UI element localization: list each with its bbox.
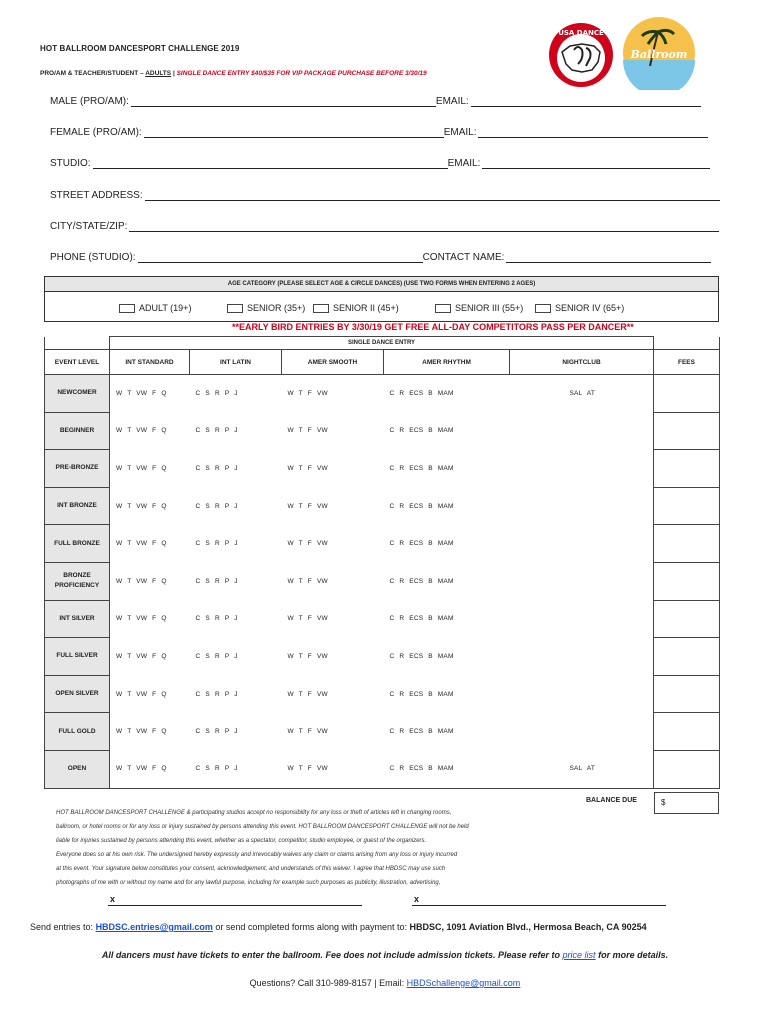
- event-level-name: [45, 525, 110, 563]
- female-label: FEMALE (PRO/AM):: [50, 127, 142, 138]
- tickets-text-end: for more details.: [598, 950, 669, 960]
- int-standard-dances[interactable]: W T VW F Q: [110, 525, 190, 563]
- col-int-standard: INT STANDARD: [110, 350, 190, 375]
- amer-rhythm-dances[interactable]: C R ECS B MAM: [389, 464, 454, 472]
- female-row: [50, 127, 708, 138]
- price-list-link[interactable]: price list: [562, 950, 596, 960]
- male-input[interactable]: [131, 97, 436, 107]
- usa-dance-logo: [548, 22, 614, 88]
- waiver-line: Everyone does so at his own risk. The undersigned hereby expressly and irrevocably waives any claim or claims arising from any loss or injury incurred: [56, 852, 458, 858]
- street-input[interactable]: [145, 191, 720, 201]
- contact-input[interactable]: [506, 253, 711, 263]
- int-standard-dances[interactable]: W T VW F Q: [110, 562, 190, 600]
- col-amer-smooth: AMER SMOOTH: [282, 350, 384, 375]
- blank-cell: [45, 337, 110, 350]
- waiver-line: photographs of me with or without my name and for any lawful purpose, including for example such purposes as publicity, illustration, advertising,: [56, 880, 441, 886]
- event-level-name: [45, 487, 110, 525]
- nightclub-dances[interactable]: [510, 450, 654, 488]
- int-latin-dances[interactable]: C S R P J: [190, 750, 282, 788]
- male-label: MALE (PRO/AM):: [50, 96, 129, 107]
- nightclub-dances[interactable]: [510, 600, 654, 638]
- city-input[interactable]: [129, 222, 719, 232]
- nightclub-dances[interactable]: [510, 713, 654, 751]
- amer-smooth-dances[interactable]: W T F VW: [287, 464, 328, 472]
- age-option-senior[interactable]: [227, 303, 305, 313]
- age-category-header: AGE CATEGORY (PLEASE SELECT AGE & CIRCLE DANCES) (USE TWO FORMS WHEN ENTERING 2 AGES): [45, 277, 718, 292]
- age-option-senior-iii[interactable]: [435, 303, 523, 313]
- age-option-senior-iv[interactable]: [535, 303, 624, 313]
- event-level-line: OPEN SILVER: [55, 690, 99, 698]
- col-nightclub: NIGHTCLUB: [510, 350, 654, 375]
- send-mid: or send completed forms along with payment to:: [215, 922, 407, 932]
- age-option-adult[interactable]: [119, 303, 191, 313]
- event-level-name: [45, 450, 110, 488]
- amer-rhythm-dances[interactable]: C R ECS B MAM: [389, 390, 454, 398]
- col-fees: FEES: [654, 350, 720, 375]
- int-latin-dances[interactable]: C S R P J: [195, 652, 238, 660]
- amer-smooth-dances[interactable]: W T F VW: [287, 390, 328, 398]
- fee-cell[interactable]: [654, 750, 720, 788]
- nightclub-dances[interactable]: SAL AT: [510, 750, 654, 788]
- table-row: [45, 562, 720, 600]
- event-level-line: OPEN: [67, 765, 87, 773]
- studio-input[interactable]: [93, 159, 448, 169]
- amer-smooth-dances[interactable]: W T F VW: [287, 690, 328, 698]
- waiver-line: at this event. Your signature below constitutes your consent, acknowledgement, and understands of this waiver. I agree that HBDSC may use such: [56, 866, 446, 872]
- female-email-input[interactable]: [478, 128, 708, 138]
- table-row: [45, 375, 720, 413]
- form-title: HOT BALLROOM DANCESPORT CHALLENGE 2019: [40, 44, 240, 53]
- send-entries-line: [30, 922, 647, 932]
- single-dance-entry-table: [44, 336, 720, 789]
- int-standard-dances[interactable]: W T VW F Q: [110, 750, 190, 788]
- age-option-label: SENIOR II (45+): [333, 303, 399, 313]
- signature-mark: x: [110, 894, 116, 904]
- int-latin-dances[interactable]: C S R P J: [195, 690, 238, 698]
- nightclub-dances[interactable]: [510, 675, 654, 713]
- age-option-label: ADULT (19+): [139, 303, 192, 313]
- subtitle-adults: ADULTS: [145, 70, 172, 77]
- male-email-label: EMAIL:: [435, 96, 469, 107]
- street-label: STREET ADDRESS:: [50, 190, 143, 201]
- fee-cell[interactable]: [654, 562, 720, 600]
- studio-row: [50, 158, 710, 169]
- questions-email-link[interactable]: HBDSchallenge@gmail.com: [406, 978, 521, 988]
- nightclub-dances[interactable]: [510, 487, 654, 525]
- table-row: [45, 525, 720, 563]
- amer-smooth-dances[interactable]: W T F VW: [287, 615, 328, 623]
- subtitle-entry-price: SINGLE DANCE ENTRY $40/$35 FOR VIP PACKAGE PURCHASE BEFORE 3/30/19: [176, 70, 427, 77]
- nightclub-dances[interactable]: [510, 638, 654, 676]
- table-row: [45, 600, 720, 638]
- fee-cell[interactable]: [654, 600, 720, 638]
- age-category-box: [44, 276, 719, 322]
- amer-rhythm-dances[interactable]: C R ECS B MAM: [389, 502, 454, 510]
- int-standard-dances[interactable]: W T VW F Q: [110, 450, 190, 488]
- table-row: [45, 675, 720, 713]
- waiver-text: [56, 806, 596, 890]
- fee-cell[interactable]: [654, 713, 720, 751]
- event-level-name: [45, 412, 110, 450]
- event-level-line: FULL SILVER: [56, 652, 98, 660]
- balance-due-field[interactable]: [654, 792, 719, 814]
- int-latin-dances[interactable]: C S R P J: [195, 577, 238, 585]
- col-event-level: EVENT LEVEL: [45, 350, 110, 375]
- table-row: [45, 638, 720, 676]
- checkbox[interactable]: [119, 304, 135, 313]
- amer-smooth-dances[interactable]: W T F VW: [287, 652, 328, 660]
- int-standard-dances[interactable]: W T VW F Q: [110, 412, 190, 450]
- checkbox[interactable]: [435, 304, 451, 313]
- table-row: [45, 412, 720, 450]
- subtitle-prefix: PRO/AM & TEACHER/STUDENT –: [40, 70, 144, 77]
- send-prefix: Send entries to:: [30, 922, 94, 932]
- event-level-line: FULL BRONZE: [54, 539, 100, 547]
- amer-smooth-dances[interactable]: W T F VW: [287, 427, 328, 435]
- event-level-line: INT SILVER: [59, 614, 95, 622]
- checkbox[interactable]: [227, 304, 243, 313]
- col-int-latin: INT LATIN: [190, 350, 282, 375]
- amer-rhythm-dances[interactable]: C R ECS B MAM: [384, 750, 510, 788]
- int-latin-dances[interactable]: C S R P J: [195, 427, 238, 435]
- balance-due-label: BALANCE DUE: [586, 797, 637, 804]
- event-level-name: [45, 562, 110, 600]
- questions-text: Questions? Call 310-989-8157 | Email:: [249, 978, 405, 988]
- svg-text:Ballroom: Ballroom: [630, 48, 688, 61]
- event-level-name: [45, 600, 110, 638]
- fee-cell[interactable]: [654, 450, 720, 488]
- checkbox[interactable]: [313, 304, 329, 313]
- int-latin-dances[interactable]: C S R P J: [195, 390, 238, 398]
- int-standard-dances[interactable]: W T VW F Q: [110, 375, 190, 413]
- signature-line-1[interactable]: [108, 895, 362, 906]
- female-email-label: EMAIL:: [443, 127, 477, 138]
- table-row: [45, 750, 720, 788]
- int-latin-dances[interactable]: C S R P J: [195, 502, 238, 510]
- blank-cell: [654, 337, 720, 350]
- waiver-line: ballroom, or hotel rooms or for any loss or injury sustained by persons attending this event. HOT BALLROOM DANCESPORT CHALLENGE will not be held: [56, 824, 469, 830]
- amer-smooth-dances[interactable]: W T F VW: [282, 750, 384, 788]
- fee-cell[interactable]: [654, 487, 720, 525]
- event-level-line: PRE-BRONZE: [55, 464, 99, 472]
- female-input[interactable]: [144, 128, 444, 138]
- phone-label: PHONE (STUDIO):: [50, 252, 136, 263]
- amer-rhythm-dances[interactable]: C R ECS B MAM: [389, 577, 454, 585]
- nightclub-dances[interactable]: [510, 412, 654, 450]
- age-option-senior-ii[interactable]: [313, 303, 399, 313]
- fee-cell[interactable]: [654, 375, 720, 413]
- table-row: [45, 713, 720, 751]
- table-row: [45, 487, 720, 525]
- form-subtitle: [40, 70, 427, 77]
- int-latin-dances[interactable]: C S R P J: [195, 464, 238, 472]
- street-row: [50, 190, 720, 201]
- event-level-name: [45, 750, 110, 788]
- city-label: CITY/STATE/ZIP:: [50, 221, 128, 232]
- entries-email-link[interactable]: HBDSC.entries@gmail.com: [95, 922, 213, 932]
- male-row: [50, 96, 701, 107]
- tickets-notice: [0, 950, 770, 960]
- amer-rhythm-dances[interactable]: C R ECS B MAM: [389, 728, 454, 736]
- amer-smooth-dances[interactable]: W T F VW: [287, 728, 328, 736]
- event-level-name: [45, 638, 110, 676]
- single-dance-entry-header: SINGLE DANCE ENTRY: [110, 337, 654, 350]
- event-level-line: NEWCOMER: [57, 389, 97, 397]
- svg-text:USA DANCE: USA DANCE: [558, 29, 604, 37]
- int-latin-dances[interactable]: C S R P J: [195, 728, 238, 736]
- int-standard-dances[interactable]: W T VW F Q: [110, 600, 190, 638]
- phone-row: [50, 252, 711, 263]
- checkbox[interactable]: [535, 304, 551, 313]
- age-option-label: SENIOR IV (65+): [555, 303, 625, 313]
- amer-rhythm-dances[interactable]: C R ECS B MAM: [389, 652, 454, 660]
- event-level-line: BEGINNER: [59, 426, 95, 434]
- fee-cell[interactable]: [654, 412, 720, 450]
- event-level-line: INT BRONZE: [57, 502, 97, 510]
- studio-email-input[interactable]: [482, 159, 710, 169]
- amer-rhythm-dances[interactable]: C R ECS B MAM: [389, 540, 454, 548]
- int-standard-dances[interactable]: W T VW F Q: [110, 487, 190, 525]
- city-row: [50, 221, 719, 232]
- tickets-text: All dancers must have tickets to enter the ballroom. Fee does not include admission tickets. Please refer to: [101, 950, 561, 960]
- int-standard-dances[interactable]: W T VW F Q: [110, 713, 190, 751]
- age-option-label: SENIOR III (55+): [455, 303, 524, 313]
- age-option-label: SENIOR (35+): [247, 303, 306, 313]
- currency-symbol: $: [661, 798, 666, 807]
- hot-ballroom-logo: [622, 16, 696, 90]
- int-standard-dances[interactable]: W T VW F Q: [110, 638, 190, 676]
- amer-smooth-dances[interactable]: W T F VW: [287, 577, 328, 585]
- studio-label: STUDIO:: [50, 158, 91, 169]
- level-rows: [45, 375, 720, 789]
- amer-rhythm-dances[interactable]: C R ECS B MAM: [389, 615, 454, 623]
- signature-line-2[interactable]: [412, 895, 666, 906]
- amer-smooth-dances[interactable]: W T F VW: [287, 540, 328, 548]
- nightclub-dances[interactable]: SAL AT: [510, 375, 654, 413]
- early-bird-notice: **EARLY BIRD ENTRIES BY 3/30/19 GET FREE ALL-DAY COMPETITORS PASS PER DANCER**: [232, 322, 634, 332]
- amer-rhythm-dances[interactable]: C R ECS B MAM: [389, 427, 454, 435]
- event-level-line: BRONZE: [63, 572, 91, 580]
- int-standard-dances[interactable]: W T VW F Q: [110, 675, 190, 713]
- col-amer-rhythm: AMER RHYTHM: [384, 350, 510, 375]
- waiver-line: liable for injuries sustained by persons attending this event, whether as a spectator, competitor, studio employee, or guest of the organizers.: [56, 838, 427, 844]
- nightclub-dances[interactable]: [510, 562, 654, 600]
- event-level-name: [45, 675, 110, 713]
- male-email-input[interactable]: [471, 97, 701, 107]
- table-row: [45, 450, 720, 488]
- subtitle-sep: |: [172, 70, 175, 77]
- event-level-name: [45, 713, 110, 751]
- nightclub-dances[interactable]: [510, 525, 654, 563]
- int-latin-dances[interactable]: C S R P J: [195, 615, 238, 623]
- event-level-name: [45, 375, 110, 413]
- event-level-line: PROFICIENCY: [54, 582, 100, 590]
- fee-cell[interactable]: [654, 525, 720, 563]
- mailing-address: HBDSC, 1091 Aviation Blvd., Hermosa Beach, CA 90254: [409, 922, 647, 932]
- int-latin-dances[interactable]: C S R P J: [195, 540, 238, 548]
- waiver-line: HOT BALLROOM DANCESPORT CHALLENGE & participating studios accept no responsibility for any loss or theft of articles left in changing rooms,: [56, 810, 452, 816]
- fee-cell[interactable]: [654, 638, 720, 676]
- fee-cell[interactable]: [654, 675, 720, 713]
- studio-email-label: EMAIL:: [447, 158, 481, 169]
- amer-rhythm-dances[interactable]: C R ECS B MAM: [389, 690, 454, 698]
- signature-mark: x: [414, 894, 420, 904]
- contact-label: CONTACT NAME:: [422, 252, 505, 263]
- amer-smooth-dances[interactable]: W T F VW: [287, 502, 328, 510]
- questions-line: [0, 978, 770, 988]
- event-level-line: FULL GOLD: [58, 727, 96, 735]
- phone-input[interactable]: [138, 253, 423, 263]
